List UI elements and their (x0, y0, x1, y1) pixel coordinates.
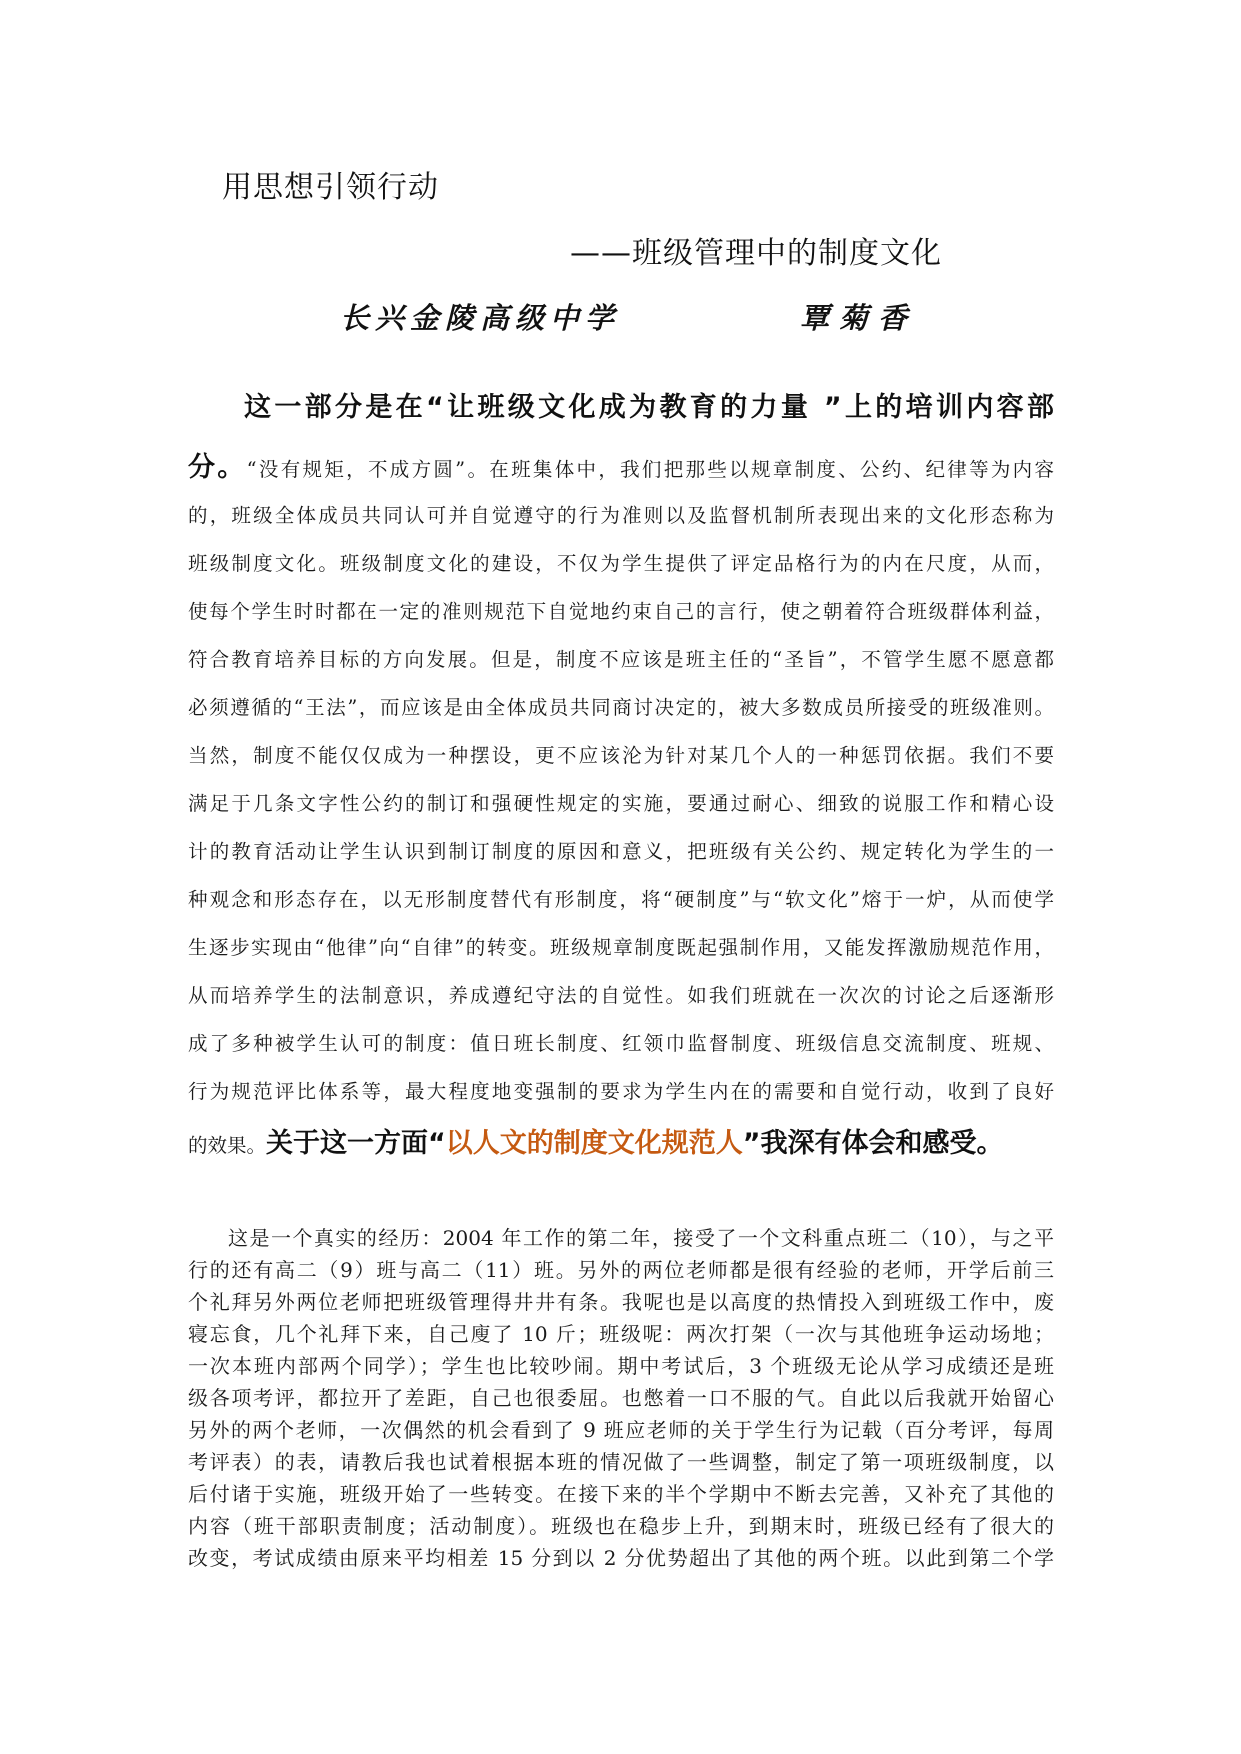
section-personal-experience (188, 1222, 1054, 1574)
paragraph-line: 级各项考评，都拉开了差距，自己也很委屈。也憋着一口不服的气。自此以后我就开始留心 (188, 1386, 1054, 1410)
paragraph-line: 这是一个真实的经历：2004 年工作的第二年，接受了一个文科重点班二（10），与之平 (228, 1226, 1054, 1250)
paragraph-line: 寝忘食，几个礼拜下来，自己廋了 10 斤；班级呢：两次打架（一次与其他班争运动场地； (188, 1322, 1054, 1346)
paragraph-line: 改变，考试成绩由原来平均相差 15 分到以 2 分优势超出了其他的两个班。以此到第二个学 (188, 1546, 1054, 1570)
highlight-phrase: 以人文的制度文化规范人 (445, 1128, 743, 1159)
author-name: 覃菊香 (800, 301, 918, 335)
article-subtitle: ——班级管理中的制度文化 (570, 236, 942, 271)
paragraph-line: 一次本班内部两个同学）；学生也比较吵闹。期中考试后，3 个班级无论从学习成绩还是班 (188, 1354, 1054, 1378)
paragraph-line: 行的还有高二（9）班与高二（11）班。另外的两位老师都是很有经验的老师，开学后前三 (188, 1258, 1054, 1282)
school-name: 长兴金陵高级中学 (340, 301, 621, 335)
paragraph-line: 后付诸于实施，班级开始了一些转变。在接下来的半个学期中不断去完善，又补充了其他的 (188, 1482, 1054, 1506)
paragraph-line: 的，班级全体成员共同认可并自觉遵守的行为准则以及监督机制所表现出来的文化形态称为 (188, 504, 1054, 527)
paragraph-line: 计的教育活动让学生认识到制订制度的原因和意义，把班级有关公约、规定转化为学生的一 (188, 840, 1054, 863)
paragraph-line: 另外的两个老师，一次偶然的机会看到了 9 班应老师的关于学生行为记载（百分考评，每周 (188, 1418, 1054, 1442)
line-text: “没有规矩，不成方圆”。在班集体中，我们把那些以规章制度、公约、纪律等为内容 (246, 458, 1054, 481)
paragraph-line: 必须遵循的“王法”，而应该是由全体成员共同商讨决定的，被大多数成员所接受的班级准则。 (188, 696, 1054, 719)
paragraph-line: 个礼拜另外两位老师把班级管理得井井有条。我呢也是以高度的热情投入到班级工作中，废 (188, 1290, 1054, 1314)
paragraph-line: 行为规范评比体系等，最大程度地变强制的要求为学生内在的需要和自觉行动，收到了良好 (188, 1080, 1054, 1103)
paragraph-line: 使每个学生时时都在一定的准则规范下自觉地约束自己的言行，使之朝着符合班级群体利益， (188, 600, 1054, 623)
paragraph-line: 种观念和形态存在，以无形制度替代有形制度，将“硬制度”与“软文化”熔于一炉，从而使学 (188, 888, 1054, 911)
paragraph-line: 从而培养学生的法制意识，养成遵纪守法的自觉性。如我们班就在一次次的讨论之后逐渐形 (188, 984, 1054, 1007)
paragraph-line: 满足于几条文字性公约的制订和强硬性规定的实施，要通过耐心、细致的说服工作和精心设 (188, 792, 1054, 815)
paragraph-line (188, 444, 1054, 492)
paragraph-line: 内容（班干部职责制度；活动制度）。班级也在稳步上升，到期末时，班级已经有了很大的 (188, 1514, 1054, 1538)
article-title: 用思想引领行动 (222, 170, 439, 205)
paragraph-line: 当然，制度不能仅仅成为一种摆设，更不应该沦为针对某几个人的一种惩罚依据。我们不要 (188, 744, 1054, 767)
closing-emphasis: 关于这一方面“ (266, 1128, 446, 1159)
paragraph-line: 符合教育培养目标的方向发展。但是，制度不应该是班主任的“圣旨”，不管学生愿不愿意都 (188, 648, 1054, 671)
closing-emphasis-end: ”我深有体会和感受。 (742, 1128, 1004, 1159)
paragraph-line: 成了多种被学生认可的制度：值日班长制度、红领巾监督制度、班级信息交流制度、班规、 (188, 1032, 1054, 1055)
paragraph-line: 考评表）的表，请教后我也试着根据本班的情况做了一些调整，制定了第一项班级制度，以 (188, 1450, 1054, 1474)
paragraph-line: 班级制度文化。班级制度文化的建设，不仅为学生提供了评定品格行为的内在尺度，从而， (188, 552, 1054, 575)
paragraph-line: 生逐步实现由“他律”向“自律”的转变。班级规章制度既起强制作用，又能发挥激励规范作用， (188, 936, 1054, 959)
lead-line: 这一部分是在“让班级文化成为教育的力量 ”上的培训内容部 (244, 392, 1054, 423)
lead-continuation: 分。 (188, 452, 247, 483)
closing-line (188, 1116, 1054, 1172)
section-institution-culture (188, 380, 1054, 1172)
closing-small: 的效果。 (188, 1134, 267, 1157)
